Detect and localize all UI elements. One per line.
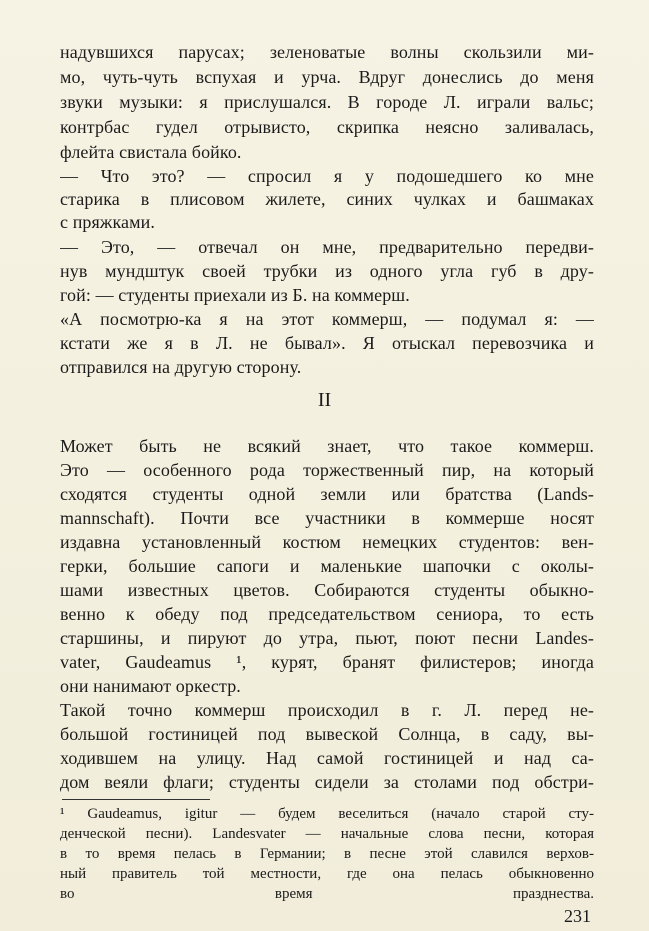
footnote-line: ¹ Gaudeamus, igitur — будем веселиться (начало старой сту- [60,806,594,822]
text-line: издавна установленный костюм немецких студентов: вен- [60,532,594,552]
footnote-line: ный правитель той местности, где она пелась обыкновенно [60,866,594,882]
text-line: мо, чуть-чуть вспухая и урча. Вдруг донеслись до меня [60,67,594,87]
text-line: Может быть не всякий знает, что такое коммерш. [60,436,594,456]
text-line: Такой точно коммерш происходил в г. Л. перед не- [60,700,594,720]
text-line: венно к обеду под председательством сениора, то есть [60,604,594,624]
text-line: ходившем на улицу. Над самой гостиницей и над са- [60,748,594,768]
text-line: — Это, — отвечал он мне, предварительно передви- [60,237,594,257]
text-line: контрбас гудел отрывисто, скрипка неясно заливалась, [60,117,594,137]
text-line: надувшихся парусах; зеленоватые волны скользили ми- [60,42,594,62]
text-line: гой: — студенты приехали из Б. на коммерш. [60,285,410,305]
text-line: звуки музыки: я прислушался. В городе Л. играли вальс; [60,92,594,112]
footnote-line: в то время пелась в Германии; в песне этой славился верхов- [60,846,594,862]
text-line: отправился на другую сторону. [60,357,302,377]
text-line: сходятся студенты одной земли или братства (Lands- [60,484,594,504]
text-line: «А посмотрю-ка я на этот коммерш, — подумал я: — [60,309,594,329]
chapter-heading: II [317,389,332,411]
text-line: шами известных цветов. Собираются студенты обыкно- [60,580,594,600]
text-line: с пряжками. [60,212,155,232]
text-line: старшины, и пируют до утра, пьют, поют песни Landes- [60,628,594,648]
text-line: mannschaft). Почти все участники в коммерше носят [60,508,594,528]
footnote-line: денческой песни). Landesvater — начальные слова песни, которая [60,826,594,842]
text-line: кстати же я в Л. не бывал». Я отыскал перевозчика и [60,333,594,353]
text-line: они нанимают оркестр. [60,676,241,696]
text-line: Это — особенного рода торжественный пир, на который [60,460,594,480]
text-line: герки, большие сапоги и маленькие шапочки с околы- [60,556,594,576]
text-line: — Что это? — спросил я у подошедшего ко мне [60,166,594,186]
text-line: нув мундштук своей трубки из одного угла губ в дру- [60,261,594,281]
footnote-line: во время празднества. [60,886,594,902]
text-line: старика в плисовом жилете, синих чулках и башмаках [60,189,594,209]
text-line: дом веяли флаги; студенты сидели за столами под обстри- [60,772,594,792]
footnote-separator [62,799,210,800]
text-line: большой гостиницей под вывеской Солнца, в саду, вы- [60,724,594,744]
text-line: vater, Gaudeamus ¹, курят, бранят филистеров; иногда [60,652,594,672]
page-number: 231 [564,906,591,926]
text-line: флейта свистала бойко. [60,142,242,162]
